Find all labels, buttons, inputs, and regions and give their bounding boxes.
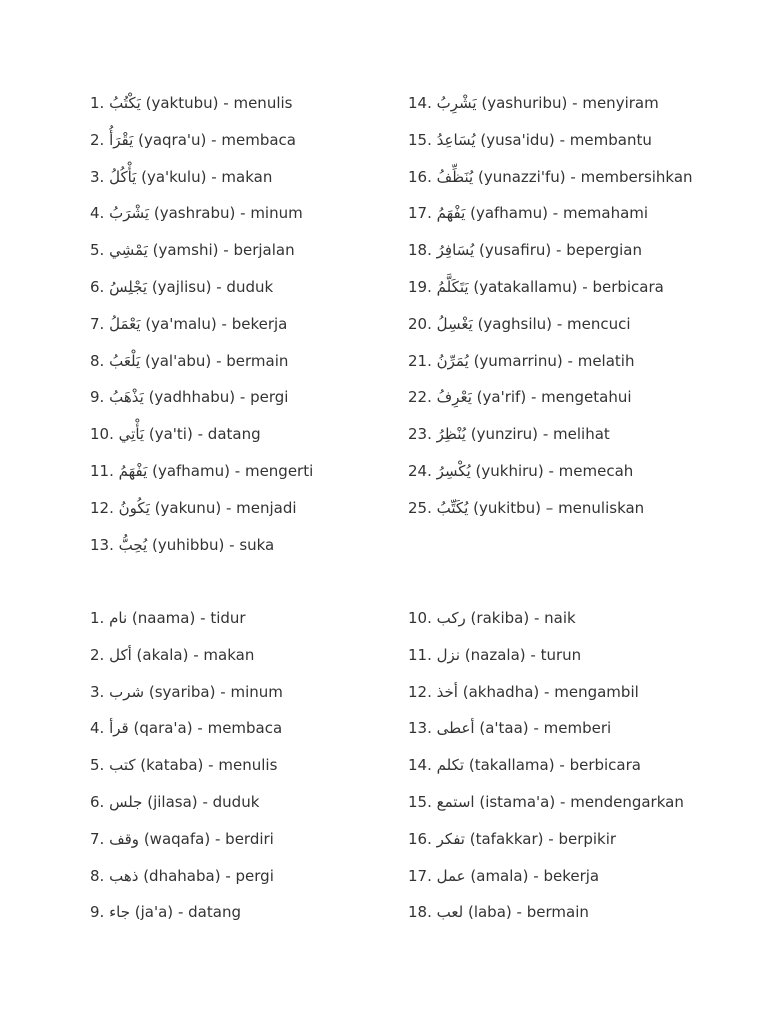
meaning-text: berbicara [569,756,641,775]
separator-dash: - [221,314,227,333]
transliteration: (ya'kulu) [141,167,207,186]
arabic-word: تفكر [436,829,465,848]
arabic-word: أكل [109,645,132,664]
separator-dash: - [570,167,576,186]
arabic-word: يَقْرَأُ [109,130,134,149]
arabic-word: يُسَافِرُ [436,241,475,260]
separator-dash: - [234,461,241,480]
separator-dash: - [548,829,554,848]
separator-dash: - [559,130,565,149]
list-columns [90,92,750,570]
arabic-word: يَتَكَلَّمُ [436,277,469,296]
arabic-word: يَغْسِلُ [436,314,473,333]
separator-dash: - [552,204,559,223]
list-item [408,92,750,129]
item-number: 9. [90,903,105,922]
separator-dash: – [545,498,554,517]
list-item [408,202,750,239]
separator-dash: - [582,277,588,296]
meaning-text: memberi [543,719,612,738]
separator-dash: - [220,682,226,701]
meaning-text: menulis [218,756,278,775]
separator-dash: - [214,829,221,848]
meaning-text: berjalan [233,241,295,260]
arabic-word: أعطى [436,719,475,738]
transliteration: (ja'a) [134,903,174,922]
arabic-word: يَفْهَمُ [436,204,466,223]
separator-dash: - [548,461,554,480]
list-item [90,791,408,828]
meaning-text: membaca [221,130,296,149]
transliteration: (rakiba) [470,609,530,627]
transliteration: (yashrabu) [153,204,236,223]
item-number: 23. [408,425,432,444]
meaning-text: naik [544,609,576,627]
meaning-text: membantu [569,130,652,149]
item-number: 13. [90,535,114,554]
list-item [90,828,408,865]
item-number: 16. [408,167,432,186]
transliteration: (ya'rif) [476,388,527,407]
list-item [90,717,408,754]
list-item [408,901,750,938]
list-item [408,717,750,754]
transliteration: (yatakallamu) [473,277,578,296]
transliteration: (naama) [131,609,196,627]
separator-dash: - [533,866,539,885]
meaning-text: bekerja [543,866,600,885]
arabic-word: يُكَتِّبُ [436,498,469,517]
separator-dash: - [216,351,222,370]
list-item [90,681,408,718]
separator-dash: - [197,425,204,444]
meaning-text: mengambil [554,682,639,701]
arabic-word: يَجْلِسُ [109,277,148,296]
transliteration: (akala) [136,645,189,664]
item-number: 2. [90,645,105,664]
list-item [408,828,750,865]
list-item [90,460,408,497]
arabic-word: يَكْتُبُ [109,94,141,112]
meaning-text: mencuci [567,314,631,333]
arabic-word: تكلم [436,756,465,775]
item-number: 22. [408,388,432,407]
separator-dash: - [223,94,229,112]
list-item [90,129,408,166]
transliteration: (yafhamu) [152,461,230,480]
arabic-word: لعب [436,903,464,922]
meaning-text: menuliskan [558,498,645,517]
separator-dash: - [567,351,573,370]
transliteration: (yamshi) [152,241,219,260]
list-item [90,423,408,460]
item-number: 12. [90,498,114,517]
arabic-word: جلس [109,792,143,811]
item-number: 13. [408,719,432,738]
transliteration: (yusa'idu) [480,130,555,149]
arabic-word: عمل [436,866,466,885]
separator-dash: - [556,241,562,260]
list-item [90,350,408,387]
arabic-word: نزل [436,645,460,664]
arabic-word: يَمْشِي [109,241,148,260]
verb-list-present-tense [90,92,750,570]
item-number: 11. [90,461,114,480]
item-number: 21. [408,351,432,370]
arabic-word: يُنَظِّفُ [436,167,474,186]
meaning-text: makan [221,167,273,186]
separator-dash: - [223,241,229,260]
list-item [408,350,750,387]
arabic-word: يُكْسِرُ [436,461,471,480]
list-item [90,754,408,791]
arabic-word: ذهب [109,866,139,885]
separator-dash: - [211,130,217,149]
transliteration: (yadhhabu) [148,388,236,407]
list-item [90,901,408,938]
list-column-right [408,607,750,938]
separator-dash: - [542,425,549,444]
item-number: 7. [90,829,105,848]
transliteration: (amala) [470,866,529,885]
meaning-text: makan [203,645,255,664]
separator-dash: - [229,535,235,554]
separator-dash: - [556,314,563,333]
list-item [408,129,750,166]
arabic-word: يَذْهَبُ [109,388,144,407]
separator-dash: - [197,719,203,738]
list-column-left [90,92,408,570]
meaning-text: bekerja [231,314,288,333]
transliteration: (yuhibbu) [152,535,225,554]
meaning-text: mengetahui [541,388,632,407]
meaning-text: pergi [250,388,289,407]
meaning-text: berbicara [592,277,664,296]
item-number: 1. [90,609,105,627]
transliteration: (waqafa) [143,829,211,848]
meaning-text: pergi [235,866,274,885]
meaning-text: berpikir [558,829,617,848]
list-item [90,534,408,571]
meaning-text: memecah [558,461,634,480]
arabic-word: شرب [109,682,145,701]
item-number: 6. [90,277,105,296]
list-item [408,865,750,902]
list-item [408,460,750,497]
item-number: 2. [90,130,105,149]
arabic-word: يُسَاعِدُ [436,130,476,149]
arabic-word: يُحِبُّ [118,535,148,554]
arabic-word: يَشْرِبُ [436,94,477,112]
transliteration: (syariba) [148,682,216,701]
item-number: 19. [408,277,432,296]
transliteration: (ya'malu) [145,314,217,333]
list-item [90,865,408,902]
arabic-word: يَأْتِي [118,425,145,444]
meaning-text: duduk [212,792,260,811]
arabic-word: كتب [109,756,136,775]
arabic-word: يَشْرَبُ [109,204,150,223]
transliteration: (yukhiru) [475,461,544,480]
separator-dash: - [177,903,184,922]
separator-dash: - [193,645,199,664]
item-number: 15. [408,130,432,149]
transliteration: (yusafiru) [479,241,552,260]
item-number: 12. [408,682,432,701]
meaning-text: duduk [226,277,274,296]
list-item [408,239,750,276]
transliteration: (yaqra'u) [138,130,207,149]
list-item [90,386,408,423]
verb-list-past-tense [90,607,750,938]
list-item [408,754,750,791]
separator-dash: - [202,792,208,811]
transliteration: (jilasa) [147,792,198,811]
item-number: 6. [90,792,105,811]
arabic-word: جاء [109,903,130,922]
arabic-word: يَعْمَلُ [109,314,141,333]
list-item [408,276,750,313]
item-number: 10. [408,609,432,627]
item-number: 5. [90,241,105,260]
meaning-text: bepergian [566,241,642,260]
arabic-word: استمع [436,792,475,811]
item-number: 8. [90,866,105,885]
meaning-text: menulis [233,94,293,112]
transliteration: (a'taa) [479,719,529,738]
arabic-word: وقف [109,829,140,848]
meaning-text: suka [239,535,275,554]
transliteration: (yaktubu) [145,94,219,112]
item-number: 14. [408,94,432,112]
transliteration: (laba) [467,903,512,922]
transliteration: (tafakkar) [469,829,544,848]
separator-dash: - [530,645,536,664]
separator-dash: - [239,388,246,407]
transliteration: (nazala) [464,645,526,664]
item-number: 4. [90,719,105,738]
item-number: 9. [90,388,105,407]
transliteration: (yaghsilu) [477,314,553,333]
list-column-left [90,607,408,938]
list-column-right [408,92,750,570]
list-item [408,607,750,644]
list-item [90,313,408,350]
transliteration: (akhadha) [462,682,540,701]
meaning-text: memahami [562,204,649,223]
list-item [90,276,408,313]
separator-dash: - [208,756,214,775]
item-number: 3. [90,167,105,186]
transliteration: (yumarrinu) [473,351,563,370]
meaning-text: minum [250,204,303,223]
meaning-text: menjadi [236,498,297,517]
separator-dash: - [516,903,522,922]
list-item [90,497,408,534]
item-number: 17. [408,204,432,223]
item-number: 8. [90,351,105,370]
meaning-text: datang [207,425,261,444]
item-number: 24. [408,461,432,480]
list-item [408,497,750,534]
meaning-text: turun [540,645,582,664]
transliteration: (takallama) [468,756,555,775]
transliteration: (yajlisu) [151,277,212,296]
list-item [408,644,750,681]
meaning-text: membaca [207,719,283,738]
arabic-word: يُمَرِّنُ [436,351,469,370]
list-item [408,166,750,203]
transliteration: (yashuribu) [481,94,568,112]
arabic-word: يُنْظِرُ [436,425,466,444]
meaning-text: menyiram [582,94,659,112]
separator-dash: - [544,682,550,701]
item-number: 11. [408,645,432,664]
transliteration: (dhahaba) [143,866,221,885]
item-number: 10. [90,425,114,444]
separator-dash: - [530,388,537,407]
meaning-text: datang [188,903,241,922]
separator-dash: - [225,866,231,885]
meaning-text: tidur [210,609,246,627]
item-number: 4. [90,204,105,223]
meaning-text: minum [230,682,283,701]
item-number: 18. [408,903,432,922]
arabic-word: يَأْكُلُ [109,167,137,186]
list-columns [90,607,750,938]
separator-dash: - [560,792,566,811]
meaning-text: melihat [553,425,610,444]
list-item [90,607,408,644]
separator-dash: - [533,609,540,627]
transliteration: (yafhamu) [470,204,548,223]
separator-dash: - [240,204,246,223]
arabic-word: نام [109,609,128,627]
item-number: 7. [90,314,105,333]
list-item [408,791,750,828]
item-number: 1. [90,94,105,112]
meaning-text: berdiri [225,829,274,848]
arabic-word: أخذ [436,682,458,701]
meaning-text: melatih [577,351,635,370]
list-item [408,423,750,460]
separator-dash: - [211,167,217,186]
meaning-text: mengerti [244,461,314,480]
separator-dash: - [572,94,578,112]
transliteration: (yunazzi'fu) [477,167,566,186]
meaning-text: bermain [526,903,589,922]
meaning-text: membersihkan [580,167,693,186]
transliteration: (kataba) [140,756,204,775]
item-number: 14. [408,756,432,775]
item-number: 16. [408,829,432,848]
list-item [90,644,408,681]
transliteration: (yunziru) [470,425,539,444]
item-number: 18. [408,241,432,260]
separator-dash: - [225,498,232,517]
list-item [90,92,408,129]
separator-dash: - [200,609,206,627]
meaning-text: bermain [226,351,289,370]
list-item [408,313,750,350]
arabic-word: يَفْهَمُ [118,461,148,480]
arabic-word: قرأ [109,719,129,738]
transliteration: (qara'a) [133,719,193,738]
separator-dash: - [533,719,539,738]
list-item [90,239,408,276]
item-number: 5. [90,756,105,775]
transliteration: (istama'a) [479,792,556,811]
arabic-word: يَكُونُ [118,498,150,517]
item-number: 3. [90,682,105,701]
arabic-word: يَعْرِفُ [436,388,472,407]
transliteration: (ya'ti) [148,425,193,444]
item-number: 25. [408,498,432,517]
item-number: 20. [408,314,432,333]
arabic-word: ركب [436,609,466,627]
transliteration: (yal'abu) [144,351,212,370]
meaning-text: mendengarkan [570,792,684,811]
transliteration: (yakunu) [154,498,222,517]
arabic-word: يَلْعَبُ [109,351,141,370]
transliteration: (yukitbu) [473,498,541,517]
item-number: 17. [408,866,432,885]
separator-dash: - [559,756,565,775]
list-item [408,681,750,718]
list-item [90,202,408,239]
separator-dash: - [216,277,222,296]
item-number: 15. [408,792,432,811]
list-item [90,166,408,203]
list-item [408,386,750,423]
